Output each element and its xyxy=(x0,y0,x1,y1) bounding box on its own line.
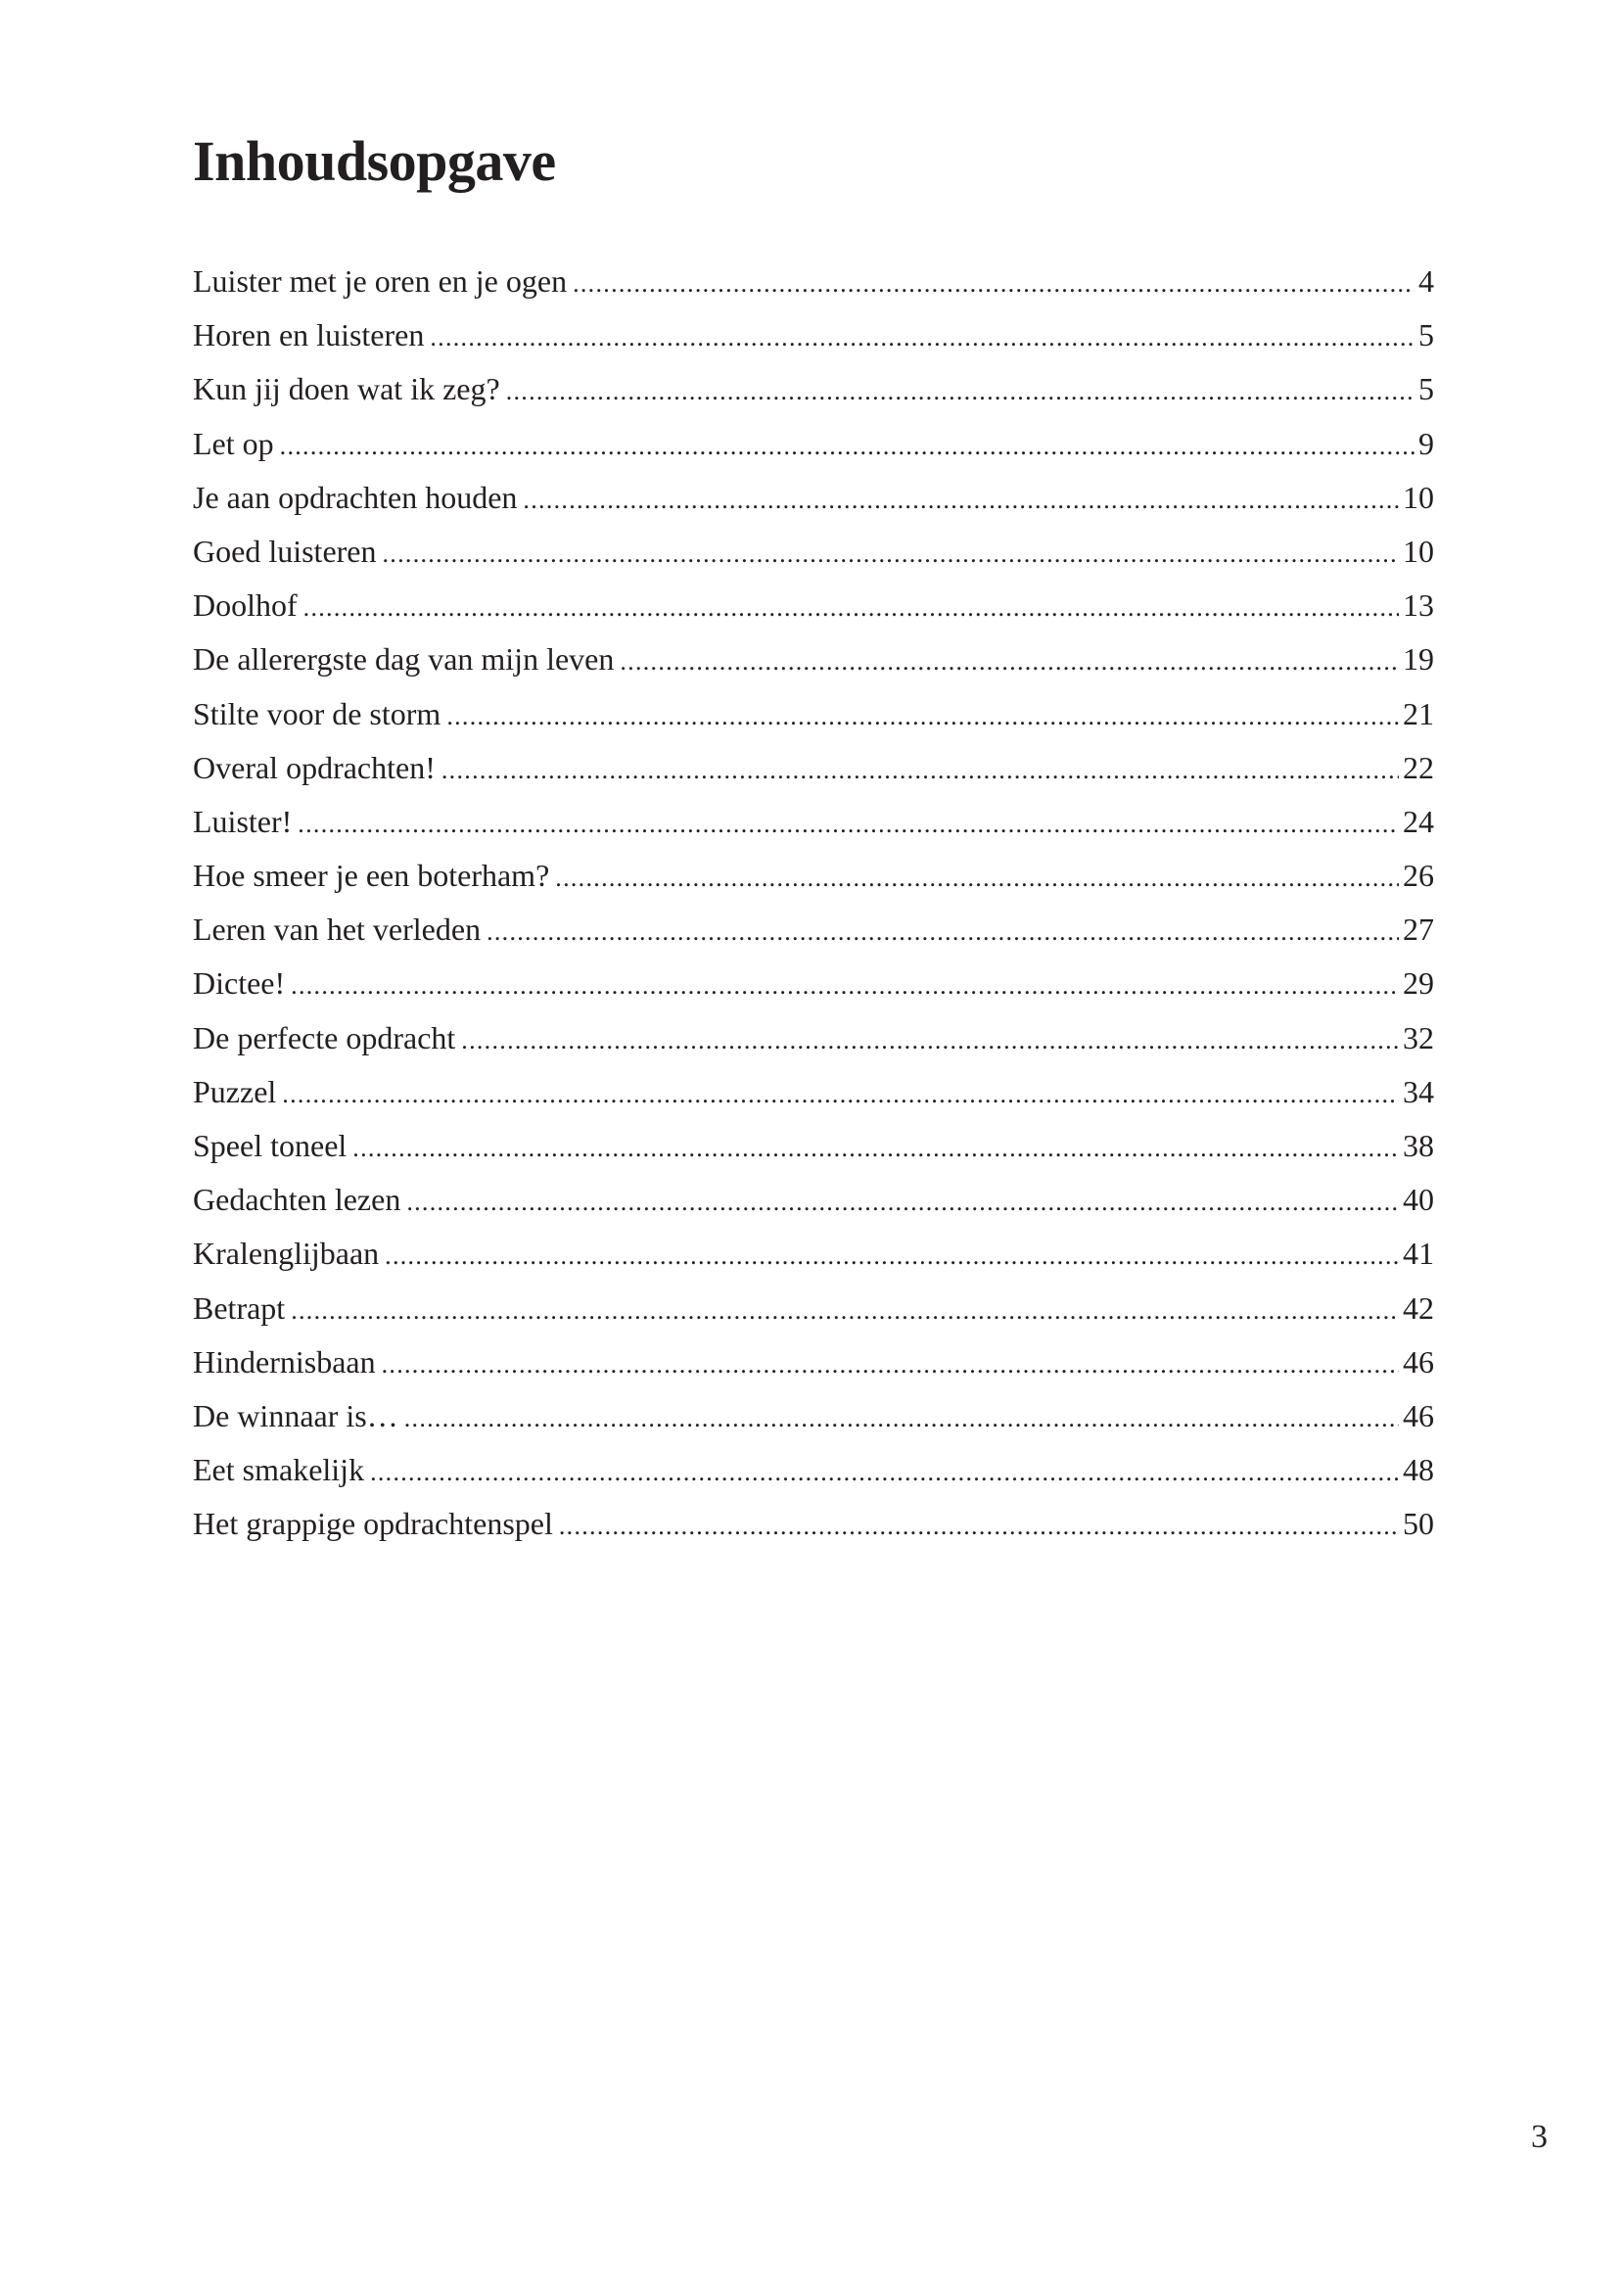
dot-leader xyxy=(441,743,1399,795)
dot-leader xyxy=(573,257,1415,308)
toc-entry-page: 21 xyxy=(1403,695,1434,731)
table-of-contents xyxy=(193,255,1434,1552)
toc-entry-page: 41 xyxy=(1403,1236,1434,1272)
dot-leader xyxy=(446,689,1399,741)
toc-entry-page: 46 xyxy=(1403,1397,1434,1433)
toc-entry[interactable] xyxy=(193,849,1434,903)
toc-entry-title: Stilte voor de storm xyxy=(193,695,441,731)
toc-entry[interactable] xyxy=(193,741,1434,795)
toc-entry-title: Kralenglijbaan xyxy=(193,1236,380,1272)
toc-entry-title: De perfecte opdracht xyxy=(193,1019,456,1055)
toc-entry-title: Luister met je oren en je ogen xyxy=(193,263,568,299)
toc-entry-page: 42 xyxy=(1403,1289,1434,1326)
toc-entry[interactable] xyxy=(193,1282,1434,1335)
toc-entry-title: Betrapt xyxy=(193,1289,286,1326)
toc-entry-page: 32 xyxy=(1403,1019,1434,1055)
dot-leader xyxy=(385,1229,1399,1281)
toc-entry-page: 46 xyxy=(1403,1343,1434,1380)
dot-leader xyxy=(303,581,1399,632)
toc-entry[interactable] xyxy=(193,1443,1434,1497)
toc-entry[interactable] xyxy=(193,308,1434,362)
toc-entry-title: Dictee! xyxy=(193,965,286,1002)
toc-entry-title: Eet smakelijk xyxy=(193,1452,365,1488)
dot-leader xyxy=(291,1284,1399,1335)
toc-entry-title: Hindernisbaan xyxy=(193,1343,376,1380)
toc-entry-page: 5 xyxy=(1418,317,1434,353)
dot-leader xyxy=(383,527,1400,579)
toc-entry-page: 38 xyxy=(1403,1128,1434,1163)
dot-leader xyxy=(461,1013,1399,1065)
dot-leader xyxy=(298,797,1399,849)
toc-entry[interactable] xyxy=(193,579,1434,632)
toc-entry-title: Gedachten lezen xyxy=(193,1182,401,1218)
toc-entry-page: 29 xyxy=(1403,965,1434,1002)
toc-entry[interactable] xyxy=(193,632,1434,686)
toc-entry-title: Hoe smeer je een boterham? xyxy=(193,858,550,894)
toc-entry-page: 13 xyxy=(1403,587,1434,624)
toc-entry-page: 34 xyxy=(1403,1073,1434,1109)
toc-entry-page: 5 xyxy=(1418,371,1434,407)
toc-entry[interactable] xyxy=(193,471,1434,525)
toc-entry-title: Doolhof xyxy=(193,587,298,624)
dot-leader xyxy=(559,1499,1399,1551)
toc-entry[interactable] xyxy=(193,1227,1434,1281)
toc-entry-page: 10 xyxy=(1403,479,1434,515)
toc-entry-page: 10 xyxy=(1403,533,1434,569)
dot-leader xyxy=(291,959,1399,1010)
toc-entry-page: 26 xyxy=(1403,858,1434,894)
toc-entry[interactable] xyxy=(193,1497,1434,1551)
toc-entry-title: Let op xyxy=(193,425,274,461)
toc-entry[interactable] xyxy=(193,957,1434,1010)
dot-leader xyxy=(620,634,1399,686)
toc-entry[interactable] xyxy=(193,1389,1434,1443)
dot-leader xyxy=(406,1175,1399,1227)
dot-leader xyxy=(430,310,1415,362)
toc-entry-page: 40 xyxy=(1403,1182,1434,1218)
dot-leader xyxy=(555,851,1399,903)
toc-entry-title: Speel toneel xyxy=(193,1128,348,1163)
toc-entry-page: 24 xyxy=(1403,803,1434,839)
toc-entry-title: Horen en luisteren xyxy=(193,317,425,353)
dot-leader xyxy=(487,905,1399,957)
dot-leader xyxy=(370,1445,1399,1497)
toc-entry-title: De winnaar is… xyxy=(193,1397,398,1433)
toc-entry[interactable] xyxy=(193,1335,1434,1389)
toc-entry-page: 48 xyxy=(1403,1452,1434,1488)
toc-entry[interactable] xyxy=(193,1011,1434,1065)
toc-entry-title: Goed luisteren xyxy=(193,533,377,569)
toc-entry[interactable] xyxy=(193,687,1434,741)
toc-entry-title: Je aan opdrachten houden xyxy=(193,479,518,515)
toc-entry[interactable] xyxy=(193,362,1434,416)
page-number: 3 xyxy=(1531,2119,1548,2155)
toc-entry-title: Het grappige opdrachtenspel xyxy=(193,1506,553,1542)
toc-entry-title: Puzzel xyxy=(193,1073,277,1109)
dot-leader xyxy=(280,419,1415,471)
toc-entry[interactable] xyxy=(193,255,1434,308)
toc-entry-title: Kun jij doen wat ik zeg? xyxy=(193,371,500,407)
toc-entry-page: 22 xyxy=(1403,749,1434,785)
toc-entry-page: 19 xyxy=(1403,641,1434,678)
dot-leader xyxy=(523,473,1399,525)
toc-entry[interactable] xyxy=(193,1119,1434,1173)
toc-entry-title: Leren van het verleden xyxy=(193,912,482,948)
toc-entry[interactable] xyxy=(193,903,1434,957)
toc-entry[interactable] xyxy=(193,417,1434,471)
toc-entry[interactable] xyxy=(193,1173,1434,1227)
toc-entry[interactable] xyxy=(193,525,1434,579)
dot-leader xyxy=(404,1391,1399,1443)
toc-entry[interactable] xyxy=(193,795,1434,849)
dot-leader xyxy=(382,1337,1399,1389)
toc-entry-page: 50 xyxy=(1403,1506,1434,1542)
toc-entry-page: 9 xyxy=(1418,425,1434,461)
dot-leader xyxy=(506,364,1415,416)
toc-entry-title: Overal opdrachten! xyxy=(193,749,436,785)
page-title: Inhoudsopgave xyxy=(193,129,556,193)
dot-leader xyxy=(352,1121,1399,1173)
toc-entry-title: Luister! xyxy=(193,803,293,839)
toc-entry[interactable] xyxy=(193,1065,1434,1119)
toc-entry-page: 27 xyxy=(1403,912,1434,948)
dot-leader xyxy=(282,1067,1399,1119)
toc-entry-title: De allerergste dag van mijn leven xyxy=(193,641,615,678)
toc-entry-page: 4 xyxy=(1418,263,1434,299)
